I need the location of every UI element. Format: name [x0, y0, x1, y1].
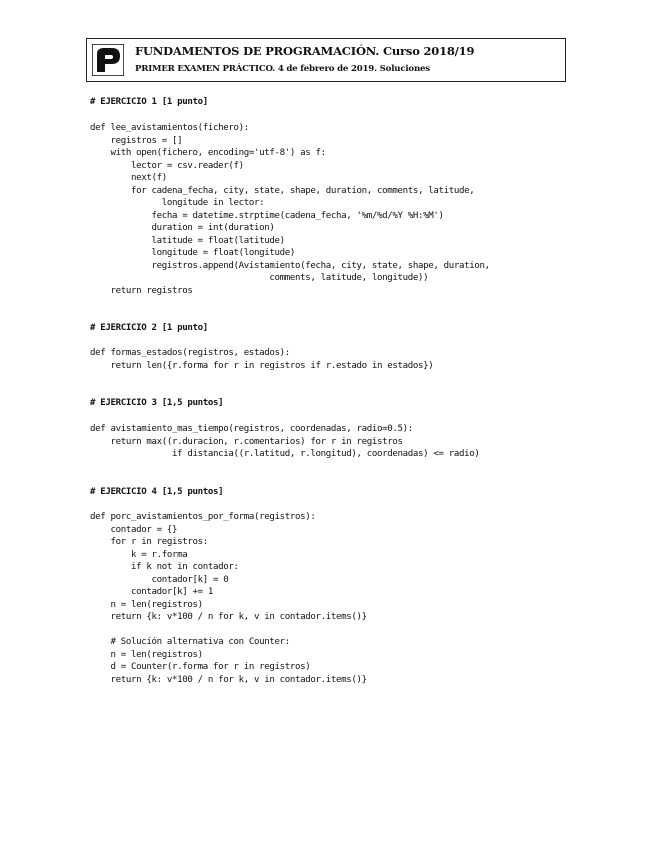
document-header	[86, 38, 566, 82]
exercise-1-heading: # EJERCICIO 1 [1 punto]	[90, 97, 208, 107]
exercise-2-heading: # EJERCICIO 2 [1 punto]	[90, 323, 208, 333]
exercise-3-heading: # EJERCICIO 3 [1,5 puntos]	[90, 398, 224, 408]
exercise-3-code: def avistamiento_mas_tiempo(registros, coordenadas, radio=0.5): return max((r.duracion, r.comentarios) for r in registros if distancia((r.latitud, r.longitud), coordenadas) <= radio)	[90, 424, 480, 459]
document-subtitle: PRIMER EXAMEN PRÁCTICO. 4 de febrero de 2019. Soluciones	[135, 64, 430, 74]
exercise-2-code: def formas_estados(registros, estados): return len({r.forma for r in registros if r.estado in estados})	[90, 348, 434, 371]
document-title	[135, 44, 474, 58]
exercise-4-code: def porc_avistamientos_por_forma(registros): contador = {} for r in registros: k = r.forma if k not in contador: contador[k] = 0 contador[k] += 1 n = len(registros) return {k: v*100 / n for k, v in contador.items()} # Solución alternativa con Counter: n = len(registros) d = Counter(r.forma for r in registros) return {k: v*100 / n for k, v in contador.items()}	[90, 512, 367, 685]
exercise-1-code: def lee_avistamientos(fichero): registros = [] with open(fichero, encoding='utf-8') as f: lector = csv.reader(f) next(f) for cadena_fecha, city, state, shape, duration, comments, latitude, longitude in lector: fecha = datetime.strptime(cadena_fecha, '%m/%d/%Y %H:%M') duration = int(duration) latitude = float(latitude) longitude = float(longitude) registros.append(Avistamiento(fecha, city, state, shape, duration, comments, latitude, longitude)) return registros	[90, 123, 490, 296]
exercise-4-heading: # EJERCICIO 4 [1,5 puntos]	[90, 487, 224, 497]
document-title-main: FUNDAMENTOS DE PROGRAMACIÓN.	[135, 44, 380, 58]
fp-logo-icon	[92, 44, 124, 76]
document-course: Curso 2018/19	[379, 44, 475, 58]
